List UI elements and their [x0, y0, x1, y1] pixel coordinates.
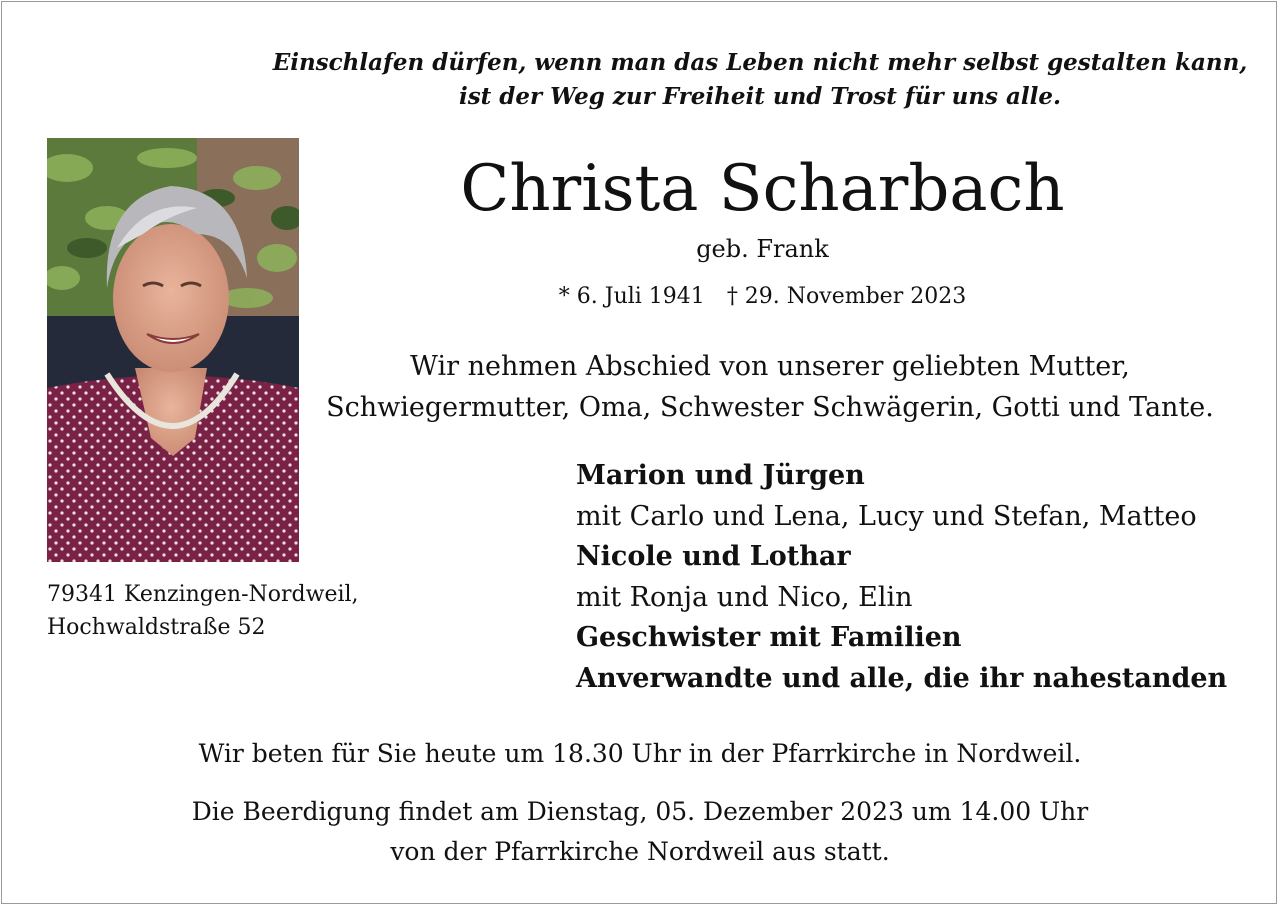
mourner-line: Geschwister mit Familien [576, 622, 962, 653]
farewell-text [300, 346, 1240, 428]
address-street: Hochwaldstraße 52 [47, 615, 266, 640]
life-dates [300, 280, 1225, 314]
birth-date: * 6. Juli 1941 [558, 284, 705, 309]
deceased-name: Christa Scharbach [460, 152, 1065, 226]
death-date: † 29. November 2023 [726, 284, 967, 309]
burial-line: Die Beerdigung findet am Dienstag, 05. Dezember 2023 um 14.00 Uhr [191, 797, 1089, 826]
mourner-line: Nicole und Lothar [576, 541, 851, 572]
mourner-line: mit Carlo und Lena, Lucy und Stefan, Matteo [576, 500, 1197, 532]
motto-line: ist der Weg zur Freiheit und Trost für uns alle. [458, 83, 1062, 110]
portrait-photo [47, 138, 299, 562]
mourner-line: mit Ronja und Nico, Elin [576, 581, 913, 613]
motto-quote [260, 46, 1260, 114]
burial-note [100, 792, 1180, 872]
address [47, 578, 359, 644]
mourner-line: Anverwandte und alle, die ihr nahestanden [576, 662, 1228, 694]
farewell-line: Wir nehmen Abschied von unserer geliebten Mutter, [410, 351, 1130, 382]
address-city: 79341 Kenzingen-Nordweil, [47, 582, 359, 607]
motto-line: Einschlafen dürfen, wenn man das Leben nicht mehr selbst gestalten kann, [272, 49, 1248, 76]
mourners-list [576, 456, 1227, 699]
mourner-line: Marion und Jürgen [576, 460, 865, 491]
prayer-service-note: Wir beten für Sie heute um 18.30 Uhr in der Pfarrkirche in Nordweil. [198, 739, 1082, 768]
burial-line: von der Pfarrkirche Nordweil aus statt. [390, 837, 890, 866]
birth-name: geb. Frank [696, 235, 829, 263]
farewell-line: Schwiegermutter, Oma, Schwester Schwägerin, Gotti und Tante. [326, 392, 1214, 423]
